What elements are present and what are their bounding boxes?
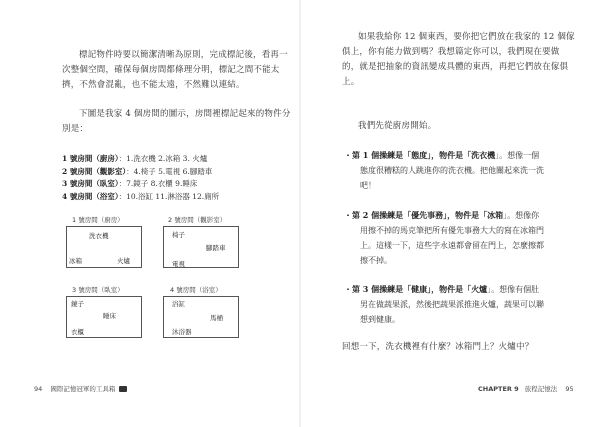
- room-list-item: 1 號房間（廚房）：1.洗衣機 2.冰箱 3. 火爐: [62, 154, 208, 163]
- page-number: 95: [565, 385, 574, 393]
- text-line: ・第 2 個操練是「優先事務」，物件是「冰箱」。想像你: [344, 210, 540, 220]
- room-item: 洗衣機: [89, 232, 109, 240]
- room-item: 冰箱: [69, 257, 82, 265]
- page-number: 94: [34, 385, 43, 393]
- text-line: 用擦不掉的馬克筆把所有優先事務大大的寫在冰箱門: [360, 226, 544, 235]
- right-paragraph-2: 我們先從廚房開始。: [358, 121, 437, 131]
- exercise-item: [344, 148, 544, 193]
- right-footer: [478, 384, 574, 393]
- room-list-item: 3 號房間（臥室）：7.鏡子 8.衣櫃 9.睡床: [62, 179, 198, 188]
- right-paragraph-3: 回想一下，洗衣機裡有什麼？冰箱門上？火爐中？: [342, 342, 534, 352]
- room-item: 衣櫃: [71, 328, 84, 336]
- room-box-kitchen: [66, 226, 142, 268]
- left-paragraph-1: [62, 48, 288, 93]
- room-box-theater: [163, 226, 239, 268]
- exercise-item: [344, 282, 544, 327]
- chapter-label: CHAPTER 9: [478, 385, 519, 393]
- text-line: 吧！: [360, 181, 376, 190]
- room-title: 3 號房間（臥室）: [72, 286, 124, 294]
- text-line: 如果我給你 12 個東西，要你把它們放在我家的 12 個傢: [358, 32, 575, 42]
- room-item: 浴缸: [172, 300, 185, 308]
- text-line: ・第 1 個操練是「態度」，物件是「洗衣機」。想像一個: [344, 150, 540, 160]
- room-item: 沐浴器: [172, 328, 192, 336]
- room-list-item: 4 號房間（浴室）：10.浴缸 11.淋浴器 12.廁所: [62, 191, 220, 201]
- text-line: 擦不掉。: [360, 256, 392, 265]
- room-box-bathroom: [163, 296, 239, 338]
- room-item: 睡床: [103, 312, 116, 320]
- room-item: 火爐: [117, 257, 130, 265]
- room-title: 4 號房間（浴室）: [170, 286, 222, 294]
- text-line: 擠，不然會混亂，也不能太遠，不然難以連結。: [62, 80, 245, 90]
- room-item: 馬桶: [210, 314, 223, 322]
- text-line: 下圖是我家 4 個房間的圖示，房間裡標記起來的物件分: [79, 109, 291, 119]
- text-line: ・第 3 個操練是「健康」，物件是「火爐」。想像有個肚: [344, 284, 540, 294]
- right-page: [300, 0, 600, 427]
- text-line: 的，就是把抽象的資訊變成具體的東西，再把它們放在傢俱: [342, 62, 569, 72]
- left-paragraph-2: [62, 107, 291, 137]
- room-list-item: 2 號房間（觀影室）：4.椅子 5.電視 6.腳踏車: [62, 166, 213, 176]
- text-line: 俱上，你有能力做到嗎？我想篇定你可以，我們現在要做: [342, 47, 560, 57]
- text-line: 上。這樣一下，這些字永遠都會留在門上，怎麼擦都: [360, 241, 544, 250]
- text-line: 上。: [342, 77, 360, 87]
- text-line: 標記物件時要以簡潔清晰為原則，完成標記後，看再一: [79, 50, 288, 60]
- room-item: 椅子: [172, 231, 185, 239]
- exercise-item: [344, 208, 544, 268]
- room-title: 2 號房間（觀影室）: [168, 216, 227, 224]
- room-box-bedroom: [66, 296, 142, 338]
- book-icon: [119, 386, 127, 392]
- room-item: 鏡子: [71, 300, 84, 308]
- right-paragraph-1: [342, 30, 575, 90]
- room-list: [62, 153, 219, 203]
- room-item: 電視: [172, 260, 185, 268]
- left-footer: [34, 384, 127, 393]
- text-line: 想到健康。: [360, 315, 400, 324]
- text-line: 別是：: [62, 124, 89, 134]
- book-title: 國際記憶冠軍的工具箱: [50, 385, 116, 393]
- room-item: 腳踏車: [206, 244, 226, 252]
- text-line: 次整個空間，確保每個房間都條理分明，標記之間不能太: [62, 65, 280, 75]
- text-line: 男在做蔬果派，然後把蔬果派推進火爐，蔬果可以聯: [360, 300, 544, 309]
- section-title: 旅程記憶法: [524, 385, 558, 393]
- room-title: 1 號房間（廚房）: [72, 216, 124, 224]
- text-line: 態度很糟糕的人跳進你的洗衣機。把他關起來洗一洗: [360, 166, 544, 175]
